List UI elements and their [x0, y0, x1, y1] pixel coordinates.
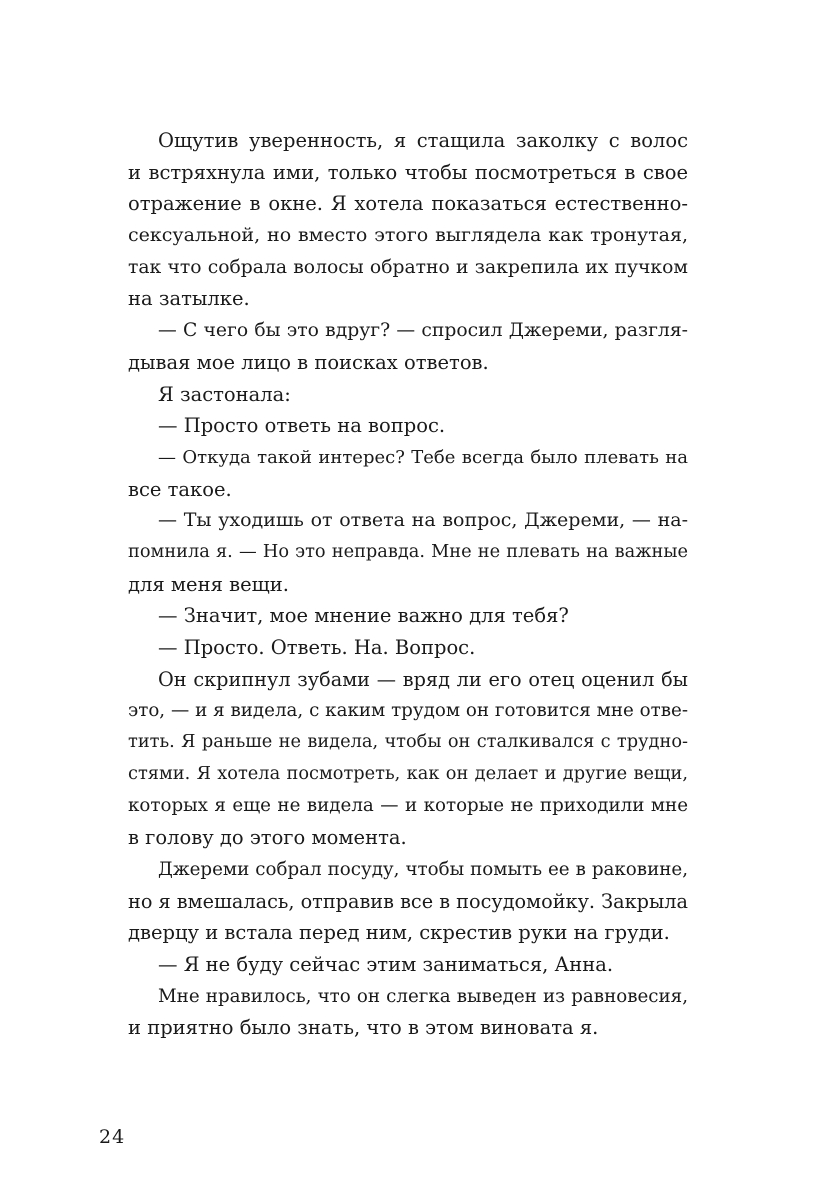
text-line: — Ты уходишь от ответа на вопрос, Джереми, — на-: [158, 509, 688, 532]
text-line: тить. Я раньше не видела, чтобы он сталкивался с трудно-: [128, 732, 688, 753]
text-line: — Значит, мое мнение важно для тебя?: [158, 604, 569, 628]
text-line: сексуальной, но вместо этого выглядела как тронутая,: [128, 224, 688, 247]
text-line: Джереми собрал посуду, чтобы помыть ее в раковине,: [158, 858, 688, 880]
text-line: в голову до этого момента.: [128, 826, 407, 850]
text-line: это, — и я видела, с каким трудом он готовится мне отве-: [128, 700, 688, 722]
text-line: — Просто. Ответь. На. Вопрос.: [158, 636, 476, 659]
body-text: [128, 125, 688, 1044]
text-line: — С чего бы это вдруг? — спросил Джереми, разгля-: [158, 320, 688, 342]
text-line: Мне нравилось, что он слегка выведен из равновесия,: [158, 985, 688, 1007]
text-line: Я застонала:: [158, 382, 291, 406]
text-line: стями. Я хотела посмотреть, как он делает и другие вещи,: [128, 763, 688, 784]
text-line: и встряхнула ими, только чтобы посмотреться в свое: [128, 160, 688, 184]
text-line: но я вмешалась, отправив все в посудомойку. Закрыла: [128, 889, 688, 913]
text-line: на затылке.: [128, 287, 250, 311]
text-line: отражение в окне. Я хотела показаться естественно-: [128, 192, 688, 216]
text-line: — Просто ответь на вопрос.: [158, 414, 446, 438]
page-number: 24: [99, 1126, 126, 1148]
text-line: для меня вещи.: [128, 572, 289, 596]
text-line: которых я еще не видела — и которые не приходили мне: [128, 795, 688, 817]
text-line: так что собрала волосы обратно и закрепила их пучком: [128, 256, 688, 278]
text-line: и приятно было знать, что в этом виновата я.: [128, 1016, 599, 1040]
text-line: дверцу и встала перед ним, скрестив руки на груди.: [128, 921, 670, 945]
text-line: дывая мое лицо в поисках ответов.: [128, 350, 489, 374]
text-line: Ощутив уверенность, я стащила заколку с волос: [158, 129, 688, 152]
text-line: — Я не буду сейчас этим заниматься, Анна.: [158, 952, 614, 976]
text-line: помнила я. — Но это неправда. Мне не плевать на важные: [128, 541, 688, 562]
text-line: Он скрипнул зубами — вряд ли его отец оценил бы: [158, 667, 688, 691]
text-line: — Откуда такой интерес? Тебе всегда было плевать на: [158, 446, 688, 468]
text-line: все такое.: [128, 477, 232, 501]
